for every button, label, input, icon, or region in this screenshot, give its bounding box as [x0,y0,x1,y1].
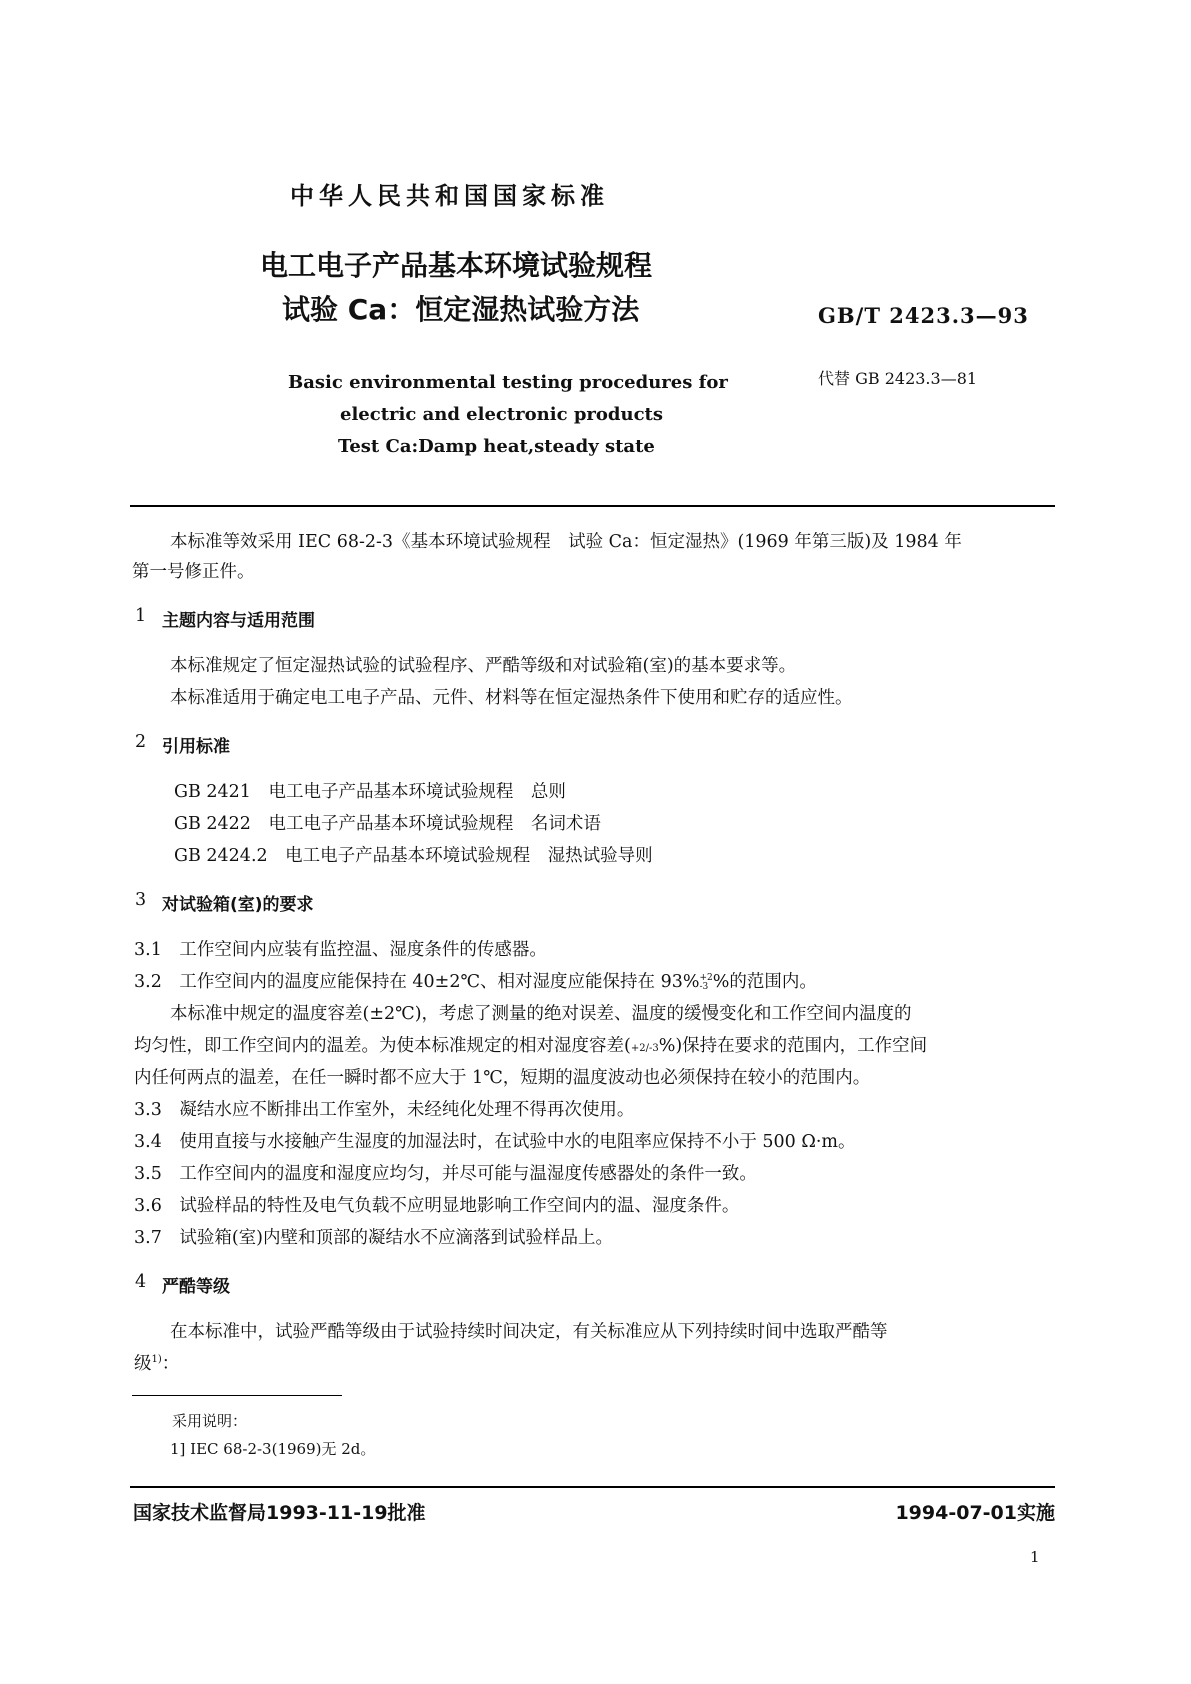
humidity-tolerance [700,974,713,992]
clause-3-2 [134,968,817,993]
title-line-2: 试验 Ca：恒定湿热试验方法 [282,293,640,326]
intro-line-1: 本标准等效采用 IEC 68-2-3《基本环境试验规程 试验 Ca：恒定湿热》(1969 年第三版)及 1984 年 [170,532,962,552]
footnote-label: 采用说明： [172,1412,248,1430]
section-1-para-2: 本标准适用于确定电工电子产品、元件、材料等在恒定湿热条件下使用和贮存的适应性。 [170,688,853,708]
section-4-number: 4 [135,1272,147,1292]
footnote-text: 1] IEC 68-2-3(1969)无 2d。 [170,1440,376,1458]
clause-3-1: 3.1 工作空间内应装有监控温、湿度条件的传感器。 [134,940,547,960]
section-4-para-2-text: 级 [134,1354,152,1374]
standard-number: GB/T 2423.3—93 [818,303,1029,328]
footnote-rule [132,1395,342,1396]
section-2-number: 2 [135,732,147,752]
tolerance-lower: -3 [699,981,709,992]
section-1-title: 主题内容与适用范围 [162,611,315,631]
issuing-body: 中华人民共和国国家标准 [290,182,609,210]
footer-rule [130,1486,1055,1488]
reference-3: GB 2424.2 电工电子产品基本环境试验规程 湿热试验导则 [174,846,653,866]
note-line-2-a: 均匀性，即工作空间内的温差。为使本标准规定的相对湿度容差( [134,1036,631,1056]
section-2-title: 引用标准 [162,737,230,757]
clause-3-2-text: 3.2 工作空间内的温度应能保持在 40±2℃、相对湿度应能保持在 93% [134,972,700,992]
effective-date: 1994-07-01实施 [895,1502,1055,1524]
reference-2: GB 2422 电工电子产品基本环境试验规程 名词术语 [174,814,601,834]
clause-3-7: 3.7 试验箱(室)内壁和顶部的凝结水不应滴落到试验样品上。 [134,1228,613,1248]
note-tolerance: +2/-3 [630,1043,659,1054]
note-line-2-b: %)保持在要求的范围内，工作空间 [658,1036,928,1056]
tolerance-upper: +2 [699,972,713,983]
note-line-2 [134,1032,927,1057]
section-1-number: 1 [135,606,147,626]
section-4-title: 严酷等级 [162,1277,230,1297]
header-rule [130,505,1055,507]
english-title-1: Basic environmental testing procedures for [288,372,728,393]
section-3-title: 对试验箱(室)的要求 [162,895,314,915]
note-line-1: 本标准中规定的温度容差(±2℃)，考虑了测量的绝对误差、温度的缓慢变化和工作空间内温度的 [170,1004,912,1024]
footnote-ref: 1) [151,1354,162,1366]
replaces-note: 代替 GB 2423.3—81 [818,369,978,388]
clause-3-2-end: %的范围内。 [712,972,817,992]
clause-3-5: 3.5 工作空间内的温度和湿度应均匀，并尽可能与温湿度传感器处的条件一致。 [134,1164,757,1184]
section-4-para-1: 在本标准中，试验严酷等级由于试验持续时间决定，有关标准应从下列持续时间中选取严酷等 [170,1322,888,1342]
section-4-para-2-end: ： [161,1354,180,1374]
approval-date: 国家技术监督局1993-11-19批准 [133,1502,426,1524]
intro-line-2: 第一号修正件。 [132,562,255,582]
english-title-3: Test Ca:Damp heat,steady state [338,436,655,457]
page-number: 1 [1030,1548,1040,1566]
clause-3-3: 3.3 凝结水应不断排出工作室外，未经纯化处理不得再次使用。 [134,1100,635,1120]
section-1-para-1: 本标准规定了恒定湿热试验的试验程序、严酷等级和对试验箱(室)的基本要求等。 [170,656,797,676]
title-line-1: 电工电子产品基本环境试验规程 [260,249,653,282]
section-3-number: 3 [135,890,147,910]
english-title-2: electric and electronic products [340,404,663,425]
clause-3-6: 3.6 试验样品的特性及电气负载不应明显地影响工作空间内的温、湿度条件。 [134,1196,740,1216]
section-4-para-2 [134,1350,179,1375]
clause-3-4: 3.4 使用直接与水接触产生湿度的加湿法时，在试验中水的电阻率应保持不小于 500 Ω·m。 [134,1132,856,1152]
reference-1: GB 2421 电工电子产品基本环境试验规程 总则 [174,782,566,802]
note-line-3: 内任何两点的温差，在任一瞬时都不应大于 1℃，短期的温度波动也必须保持在较小的范围内。 [134,1068,871,1088]
